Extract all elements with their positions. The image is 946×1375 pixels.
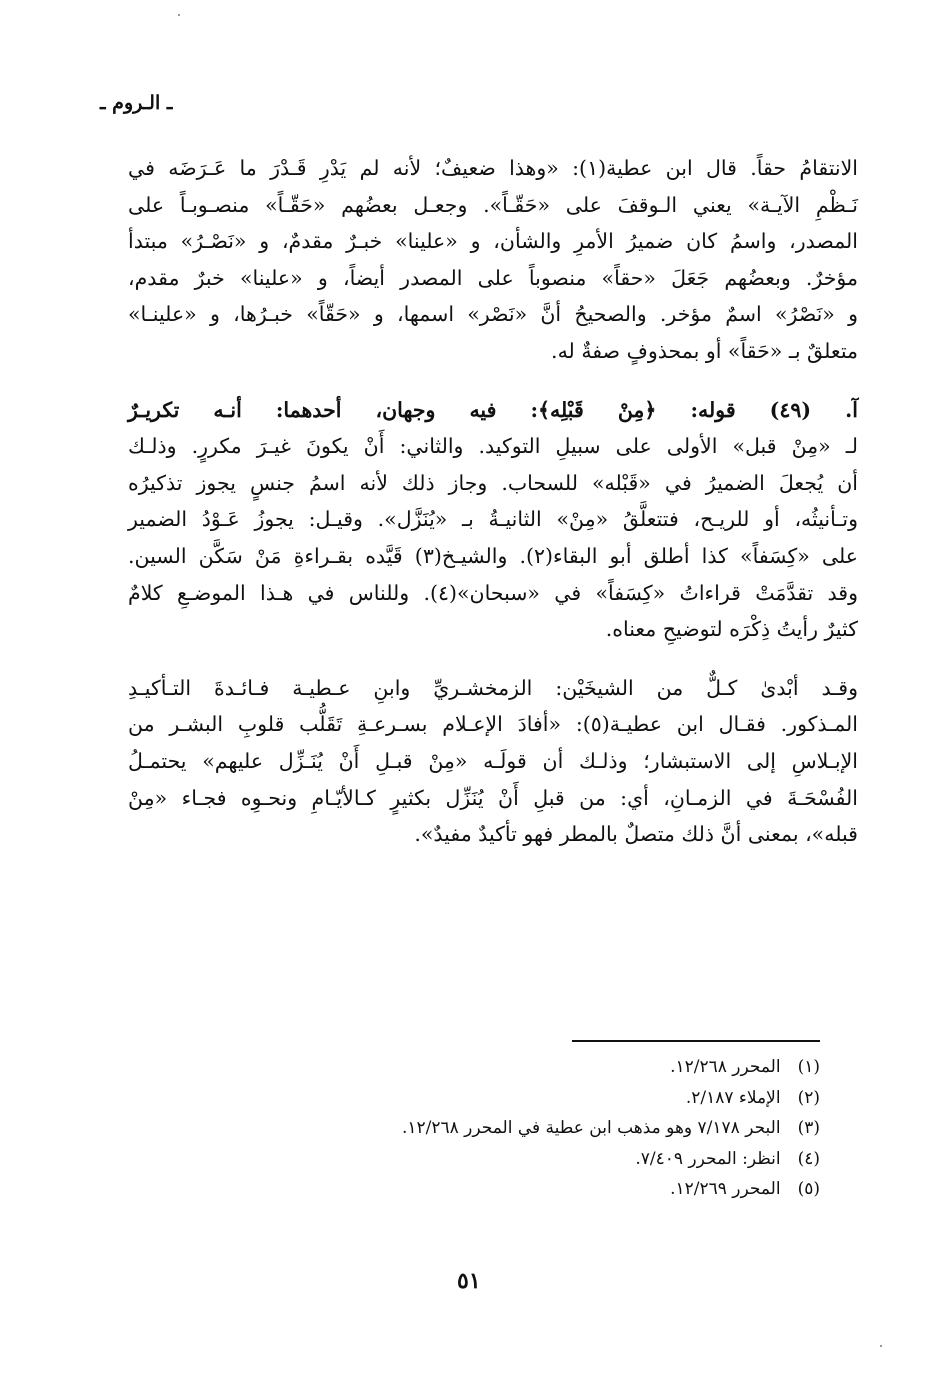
footnote-number: (١) bbox=[797, 1057, 820, 1077]
paragraph-1 bbox=[128, 150, 858, 370]
footnote-text: انظر: المحرر ٧/٤٠٩. bbox=[635, 1148, 781, 1169]
footnote-item bbox=[300, 1083, 820, 1114]
text-line: لـ «مِنْ قبل» الأولى على سبيلِ التوكيد. والثاني: أَنْ يكونَ غيـرَ مكررٍ. وذلـك bbox=[128, 434, 858, 459]
footnote-divider bbox=[572, 1040, 820, 1042]
footnote-item bbox=[300, 1174, 820, 1205]
text-line: الفُسْحَـةَ في الزمـانِ، أي: من قبلِ أَنْ يُنَزِّل بكثيرٍ كـالأيّـامِ ونحـوِه فجـاء «مِنْ bbox=[128, 785, 858, 810]
text-line: متعلقٌ بـ «حَقاً» أو بمحذوفٍ صفةٌ له. bbox=[551, 338, 858, 363]
footnote-text: المحرر ١٢/٢٦٨. bbox=[670, 1057, 781, 1077]
text-line: مؤخرٌ. وبعضُهم جَعَلَ «حقاً» منصوباً على المصدر أيضاً، و «علينا» خبرٌ مقدم، bbox=[128, 265, 858, 290]
paragraph-2 bbox=[128, 392, 858, 648]
footnote-text: المحرر ١٢/٢٦٩. bbox=[670, 1179, 781, 1199]
footnote-number: (٣) bbox=[797, 1118, 820, 1138]
scan-speck bbox=[880, 1345, 882, 1347]
text-line: الانتقامُ حقاً. قال ابن عطية(١): «وهذا ضعيفٌ؛ لأنه لم يَدْرِ قَـدْرَ ما عَـرَضَه في bbox=[128, 156, 858, 180]
text-line: المصدر، واسمُ كان ضميرُ الأمرِ والشأن، و «علينا» خبـرٌ مقدمٌ، و «نَصْـرُ» مبتدأ bbox=[128, 229, 858, 254]
footnote-item bbox=[300, 1113, 820, 1144]
footnote-text: البحر ٧/١٧٨ وهو مذهب ابن عطية في المحرر ١٢/٢٦٨. bbox=[401, 1118, 781, 1138]
footnote-item bbox=[300, 1052, 820, 1083]
scan-speck bbox=[178, 14, 180, 16]
text-line: المـذكور. فقـال ابن عطيـة(٥): «أفادَ الإعـلام بسـرعـةِ تَقَلُّب قلوبِ البشـر من bbox=[128, 712, 858, 737]
text-line: كثيرٌ رأيتُ ذِكْرَه لتوضيحِ معناه. bbox=[605, 617, 858, 642]
text-line: قبله»، بمعنى أنَّ ذلك متصلٌ بالمطر فهو تأكيدٌ مفيدٌ». bbox=[414, 822, 858, 847]
text-line: وتـأنيثُه، أو للريـح، فتتعلَّقُ «مِنْ» الثانيـةُ بـ «يُنَزَّل». وقيـل: يجوزُ عَـوْدُ الضمير bbox=[128, 507, 858, 532]
running-header: ـ الـروم ـ bbox=[100, 92, 173, 114]
text-line: و «نَصْرُ» اسمٌ مؤخر. والصحيحُ أنَّ «نَصْر» اسمها، و «حَقّاً» خبـرُها، و «علينـا» bbox=[128, 302, 858, 327]
footnote-number: (٥) bbox=[797, 1179, 820, 1199]
footnote-number: (٤) bbox=[797, 1148, 820, 1169]
text-line: وقـد أبْدىٰ كـلٌّ من الشيخَيْن: الزمخشـريِّ وابنِ عـطيـة فـائـدةَ التـأكيـدِ bbox=[128, 675, 858, 700]
text-line: وقد تقدَّمَتْ قراءاتُ «كِسَفاً» في «سبحان»(٤). وللناس في هـذا الموضـعِ كلامٌ bbox=[128, 580, 858, 605]
footnote-text: الإملاء ٢/١٨٧. bbox=[685, 1087, 781, 1108]
footnote-item bbox=[300, 1144, 820, 1175]
page-number: ٥١ bbox=[457, 1268, 481, 1294]
text-line: آ. (٤٩) قوله: ﴿مِنْ قَبْلِه﴾: فيه وجهان، أحدهما: أنـه تكريـرٌ bbox=[128, 397, 858, 422]
text-line: على «كِسَفاً» كذا أطلق أبو البقاء(٢). والشيـخ(٣) قَيَّده بقـراءةِ مَنْ سَكَّن السين. bbox=[128, 543, 859, 568]
main-text bbox=[128, 150, 858, 853]
text-line: نَـظْمِ الآيـة» يعني الـوقفَ على «حَقّـاً». وجعـل بعضُهم «حَقّـاً» منصـوبـاً على bbox=[128, 192, 858, 217]
footnote-number: (٢) bbox=[797, 1087, 820, 1108]
paragraph-3 bbox=[128, 670, 858, 853]
text-line: الإبـلاسِ إلى الاستبشار؛ وذلـك أن قولَـه «مِنْ قبـلِ أَنْ يُنَـزِّل عليهم» يحتمـلُ bbox=[128, 748, 858, 773]
footnotes bbox=[300, 1052, 820, 1205]
text-line: أن يُجعلَ الضميرُ في «قَبْله» للسحاب. وجاز ذلك لأنه اسمُ جنسٍ يجوز تذكيرُه bbox=[128, 470, 858, 495]
